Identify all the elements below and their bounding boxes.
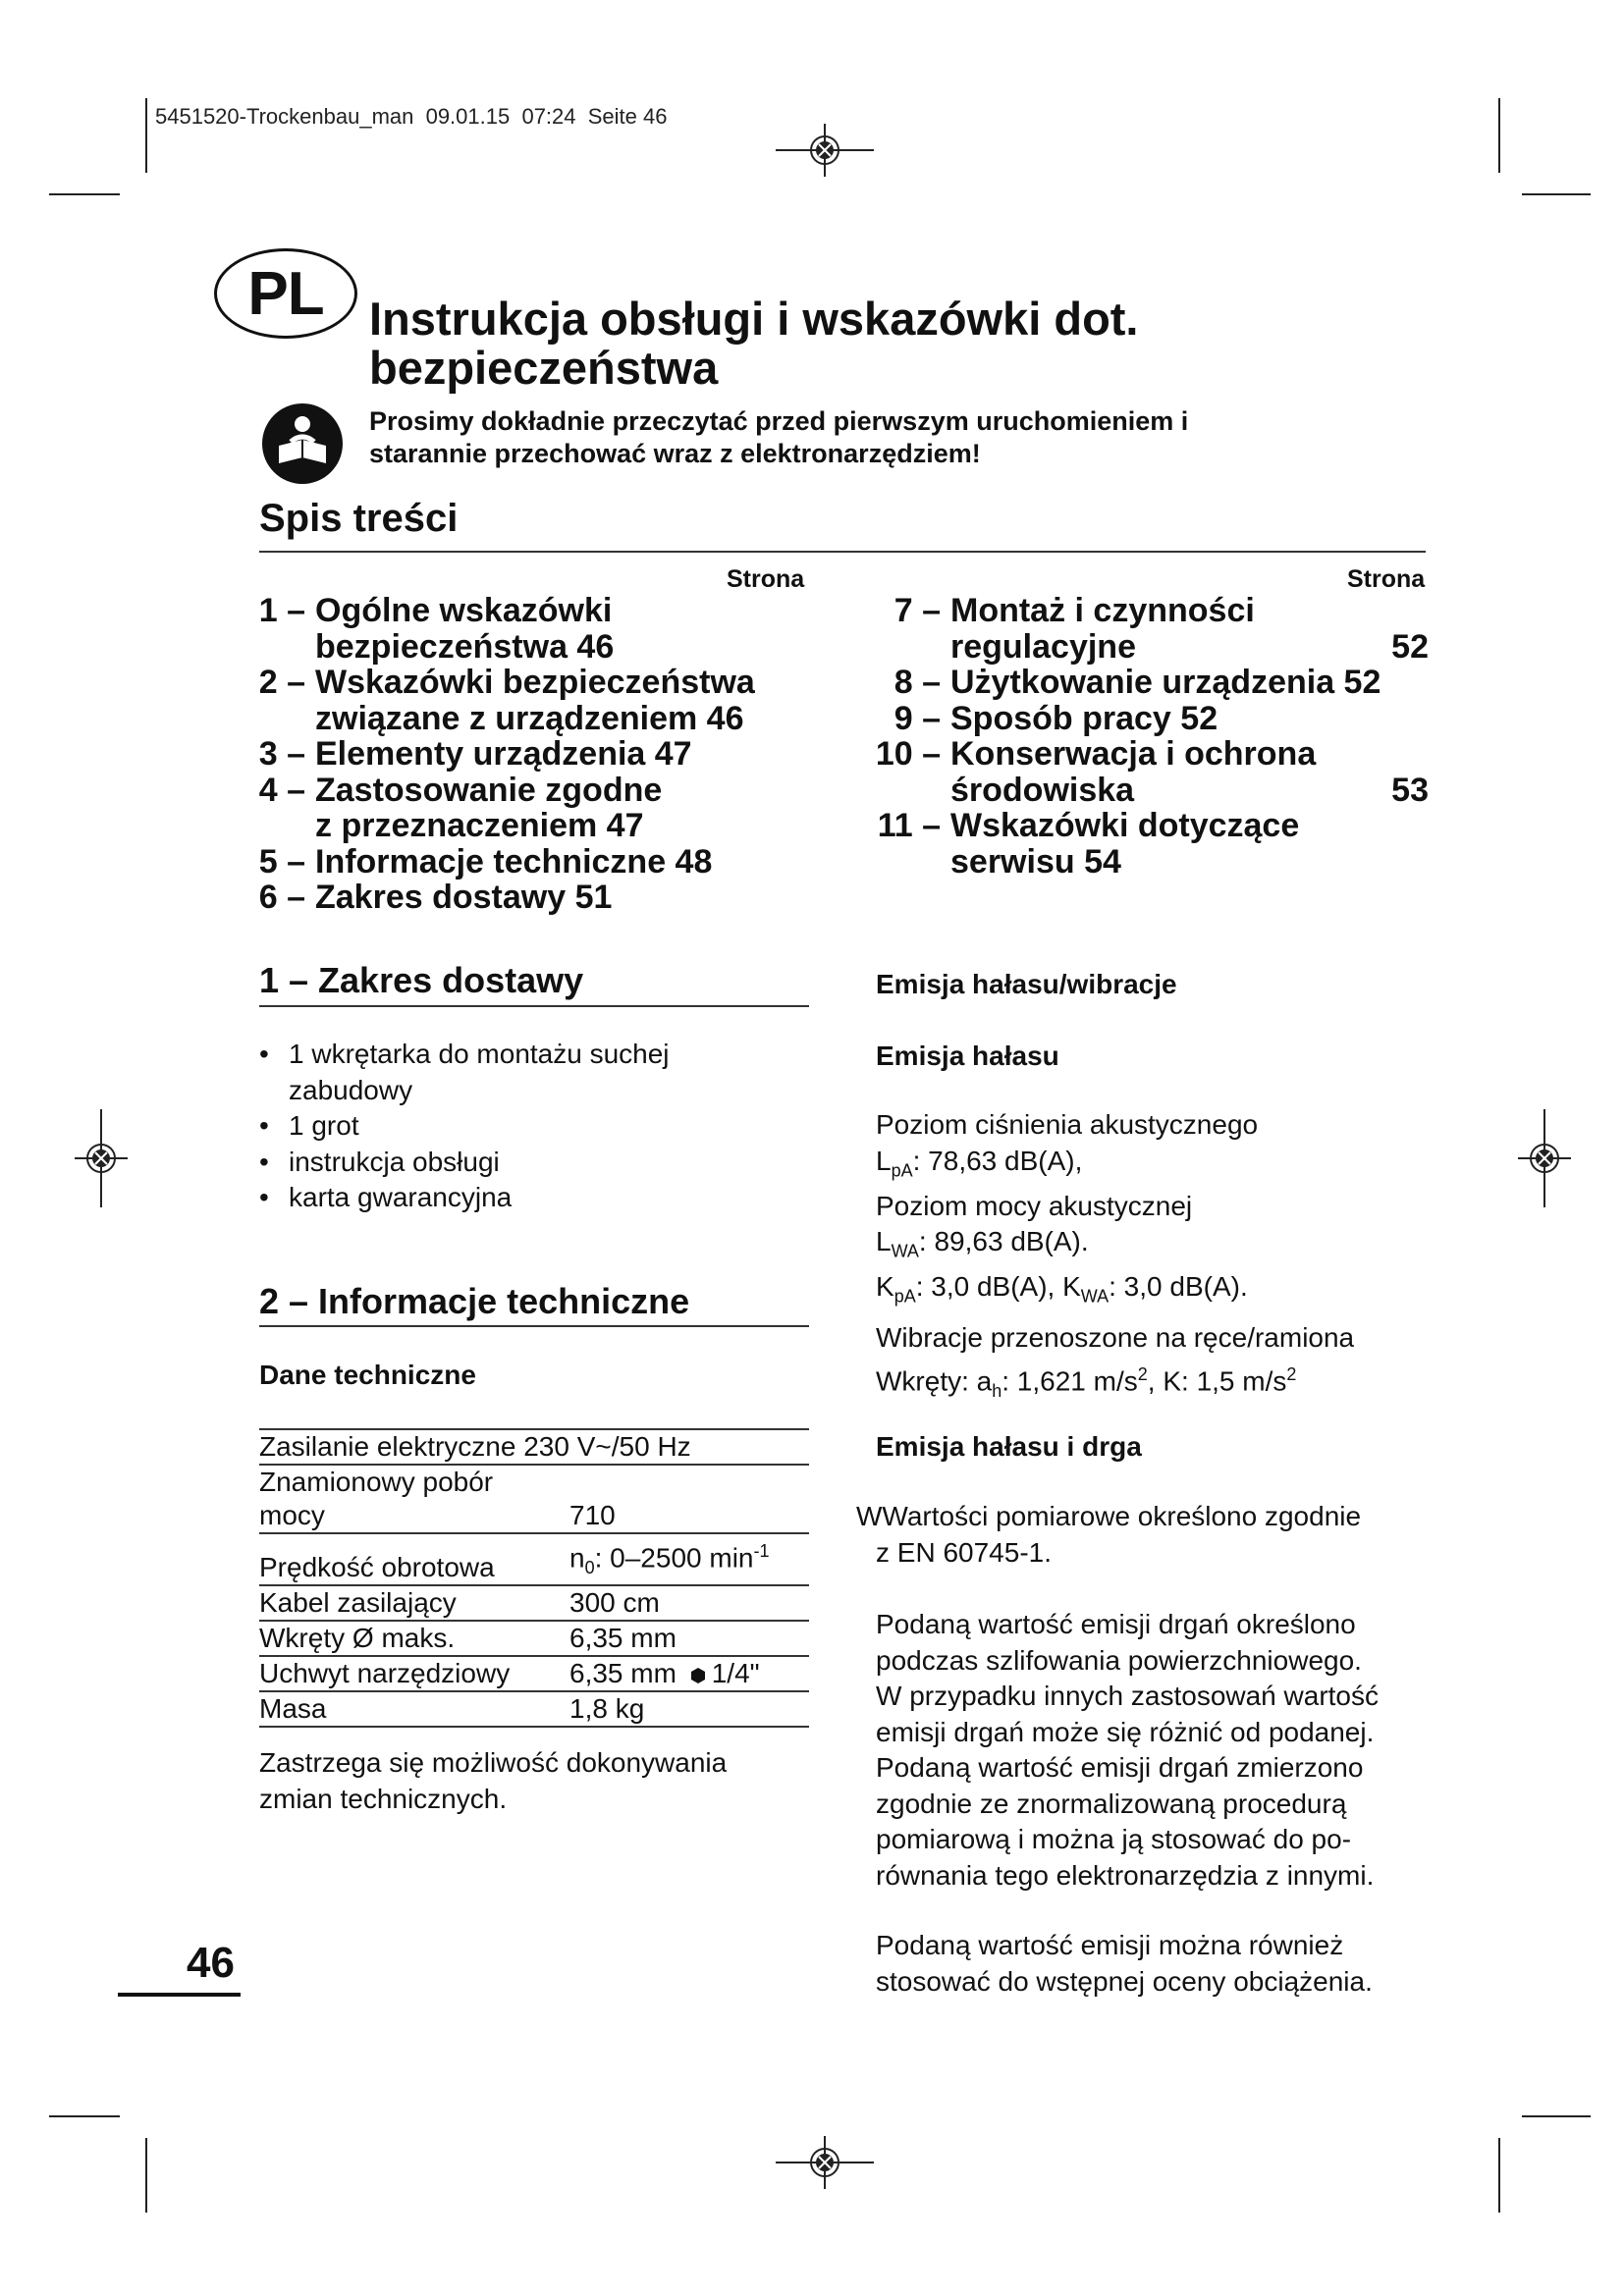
table-row xyxy=(259,1499,809,1533)
print-header: 5451520-Trockenbau_man 09.01.15 07:24 Seite 46 xyxy=(155,104,668,129)
text-line: zgodnie ze znormalizowaną procedurą xyxy=(876,1788,1347,1819)
toc-page-label-right: Strona xyxy=(1347,565,1426,593)
toc-entry[interactable]: 1 – Ogólne wskazówki xyxy=(258,592,613,629)
toc-entry[interactable]: 11 – Wskazówki dotyczące xyxy=(877,807,1300,844)
language-badge xyxy=(214,248,357,339)
spec-cell: mocy xyxy=(259,1499,569,1533)
text-line: Podaną wartość emisji można również xyxy=(876,1930,1344,1960)
section-rule xyxy=(259,1325,809,1327)
table-row xyxy=(259,1621,809,1656)
toc-left-column xyxy=(258,592,755,916)
text-line: $K_{pA}$: 3,0 dB(A), $K_{WA}$: 3,0 dB(A). xyxy=(876,1271,1248,1307)
spec-value: 710 xyxy=(569,1499,809,1533)
toc-entry[interactable]: 8 – Użytkowanie urządzenia 52 xyxy=(893,664,1381,701)
table-row xyxy=(259,1465,809,1499)
toc-rule xyxy=(259,551,1426,553)
toc-heading: Spis treści xyxy=(259,497,459,540)
emission-paragraph xyxy=(876,1928,1373,2000)
list-item: • 1 grot xyxy=(259,1108,670,1145)
spec-value: 300 cm xyxy=(569,1585,809,1621)
text-line: Podaną wartość emisji drgań określono xyxy=(876,1609,1356,1639)
spec-cell: Masa xyxy=(259,1691,569,1727)
toc-page-label-left: Strona xyxy=(727,565,805,593)
page-number: 46 xyxy=(187,1939,235,1987)
intro-note xyxy=(369,405,1188,470)
crop-mark xyxy=(145,98,147,173)
crop-mark xyxy=(1498,98,1500,173)
text-line: pomiarową i można ją stosować do po- xyxy=(876,1824,1352,1854)
spec-cell: Znamionowy pobór xyxy=(259,1467,494,1497)
toc-entry-cont[interactable]: serwisu 54 xyxy=(950,842,1121,881)
text-line: Podaną wartość emisji drgań zmierzono xyxy=(876,1752,1364,1783)
toc-entry-cont[interactable]: regulacyjne 52 xyxy=(950,627,1429,666)
spec-value: 1,8 kg xyxy=(569,1691,809,1727)
technical-note xyxy=(259,1745,727,1817)
hexagon-icon xyxy=(690,1668,706,1683)
emission-paragraph xyxy=(876,1607,1379,1894)
toc-right-column xyxy=(875,592,1429,881)
crop-mark xyxy=(145,2138,147,2213)
crop-mark xyxy=(49,193,120,195)
list-item: • 1 wkrętarka do montażu suchej xyxy=(259,1037,670,1073)
spec-cell: Uchwyt narzędziowy xyxy=(259,1656,569,1691)
spec-cell: Kabel zasilający xyxy=(259,1585,569,1621)
text-line: WWartości pomiarowe określono zgodnie xyxy=(856,1501,1362,1531)
note-line: Zastrzega się możliwość dokonywania xyxy=(259,1747,728,1778)
spec-cell: Wkręty Ø maks. xyxy=(259,1621,569,1656)
toc-entry[interactable]: 3 – Elementy urządzenia 47 xyxy=(258,735,692,773)
spec-cell: Prędkość obrotowa xyxy=(259,1533,569,1585)
registration-mark-icon xyxy=(776,118,874,183)
text-line: W przypadku innych zastosowań wartość xyxy=(876,1681,1379,1711)
read-manual-icon xyxy=(261,402,344,485)
spec-value: $n_0$: 0–2500 $\min^{-1}$ xyxy=(569,1533,809,1585)
crop-mark xyxy=(49,2115,120,2117)
crop-mark xyxy=(1498,2138,1500,2213)
registration-mark-icon xyxy=(776,2130,874,2195)
registration-mark-icon xyxy=(1512,1109,1577,1207)
list-item: • instrukcja obsługi xyxy=(259,1145,670,1181)
toc-entry-cont[interactable]: związane z urządzeniem 46 xyxy=(315,699,744,737)
table-row xyxy=(259,1691,809,1727)
crop-mark xyxy=(1522,2115,1591,2117)
spec-table xyxy=(259,1428,809,1728)
subheading: Emisja hałasu i drga xyxy=(876,1431,1142,1462)
text-line: Wibracje przenoszone na ręce/ramiona xyxy=(876,1322,1355,1353)
toc-page-number: 52 xyxy=(1391,627,1429,666)
subheading: Emisja hałasu/wibracje xyxy=(876,969,1177,999)
toc-entry[interactable]: 9 – Sposób pracy 52 xyxy=(893,699,1218,737)
text-line: Poziom mocy akustycznej xyxy=(876,1190,1193,1221)
toc-entry[interactable]: 5 – Informacje techniczne 48 xyxy=(258,842,713,881)
crop-mark xyxy=(1522,193,1591,195)
measurement-note xyxy=(856,1499,1361,1571)
table-row xyxy=(259,1429,809,1465)
toc-entry[interactable]: 10 – Konserwacja i ochrona xyxy=(875,735,1317,773)
spec-cell: Zasilanie elektryczne 230 V~/50 Hz xyxy=(259,1429,809,1465)
text-line: podczas szlifowania powierzchniowego. xyxy=(876,1644,1362,1676)
subheading: Dane techniczne xyxy=(259,1360,476,1390)
toc-entry[interactable]: 7 – Montaż i czynności xyxy=(893,592,1255,629)
section-heading: 1 – Zakres dostawy xyxy=(259,960,584,1000)
intro-line: starannie przechować wraz z elektronarzędziem! xyxy=(369,439,981,468)
toc-entry[interactable]: 6 – Zakres dostawy 51 xyxy=(258,879,613,916)
subheading: Emisja hałasu xyxy=(876,1041,1059,1071)
table-row xyxy=(259,1656,809,1691)
toc-page-number: 53 xyxy=(1391,771,1429,809)
toc-entry[interactable]: 2 – Wskazówki bezpieczeństwa xyxy=(258,664,755,701)
spec-value: 6,35 mm xyxy=(569,1621,809,1656)
toc-entry[interactable]: 4 – Zastosowanie zgodne xyxy=(258,771,663,809)
toc-entry-cont[interactable]: z przeznaczeniem 47 xyxy=(315,807,644,844)
text-line: emisji drgań może się różnić od podanej. xyxy=(876,1716,1375,1747)
title-line: Instrukcja obsługi i wskazówki dot. xyxy=(369,293,1139,345)
spec-value: 6,35 mm 1/4" xyxy=(569,1656,809,1691)
text-line: stosować do wstępnej oceny obciążenia. xyxy=(876,1965,1373,1997)
text-line: Poziom ciśnienia akustycznego xyxy=(876,1109,1259,1140)
table-row xyxy=(259,1585,809,1621)
language-code: PL xyxy=(247,259,324,328)
section-heading: 2 – Informacje techniczne xyxy=(259,1281,690,1321)
text-line: $L_{WA}$: 89,63 dB(A). xyxy=(876,1226,1089,1261)
text-line: z EN 60745-1. xyxy=(876,1536,1052,1568)
note-line: zmian technicznych. xyxy=(259,1783,508,1814)
intro-line: Prosimy dokładnie przeczytać przed pierwszym uruchomieniem i xyxy=(369,406,1189,436)
section-rule xyxy=(259,1005,809,1007)
noise-values xyxy=(876,1107,1258,1314)
list-item-cont: zabudowy xyxy=(289,1074,413,1105)
text-line: Wkręty: $a_h$: 1,621 $m/s^2$, K: 1,5 $m/s^2$ xyxy=(876,1363,1297,1401)
toc-entry-cont[interactable]: bezpieczeństwa 46 xyxy=(315,627,615,666)
table-row xyxy=(259,1533,809,1585)
page-number-rule xyxy=(118,1993,241,1997)
page-title xyxy=(369,294,1139,393)
text-line: $L_{pA}$: 78,63 dB(A), xyxy=(876,1145,1083,1181)
list-item: • karta gwarancyjna xyxy=(259,1180,670,1216)
registration-mark-icon xyxy=(69,1109,134,1207)
text-line: równania tego elektronarzędzia z innymi. xyxy=(876,1859,1375,1891)
delivery-list xyxy=(259,1037,670,1216)
toc-entry-cont[interactable]: środowiska 53 xyxy=(950,771,1429,809)
vibration-values xyxy=(876,1320,1354,1409)
title-line: bezpieczeństwa xyxy=(369,342,719,394)
